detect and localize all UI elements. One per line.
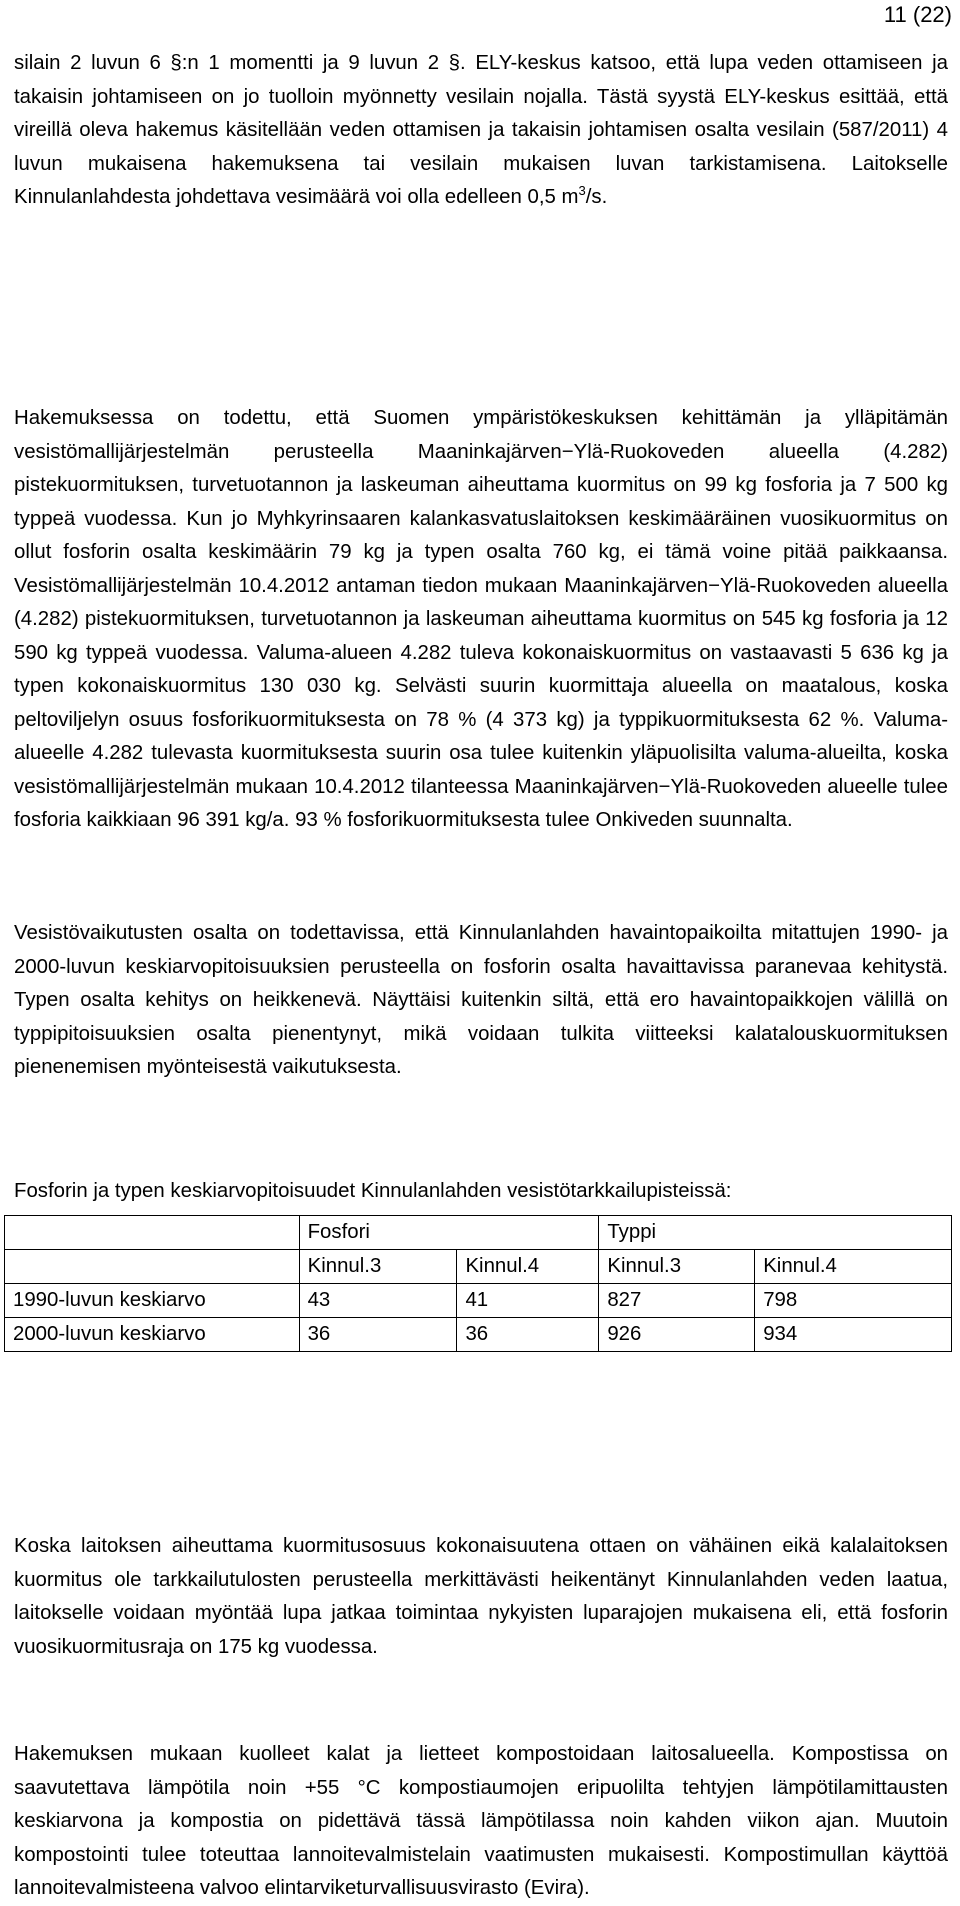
table-cell: 43 bbox=[299, 1284, 457, 1318]
paragraph-composting: Hakemuksen mukaan kuolleet kalat ja lietteet kompostoidaan laitosalueella. Kompostissa on saavutettava lämpötila noin +55 °C kompostiaumojen eripuolilta tehtyjen lämpötilamittausten keskiarvona ja kompostia on pidettävä tässä lämpötilassa noin kahden viikon ajan. Muutoin kompostointi tulee toteuttaa lannoitevalmistelain vaatimusten mukaisesti. Kompostimullan käyttöä lannoitevalmisteena valvoo elintarviketurvallisuusvirasto (Evira). bbox=[14, 1743, 948, 1899]
row-label: 2000-luvun keskiarvo bbox=[5, 1318, 300, 1352]
paragraph-text-tail: /s. bbox=[585, 186, 608, 208]
table-corner-cell bbox=[5, 1250, 300, 1284]
paragraph-water-quality-effects: Vesistövaikutusten osalta on todettavissa, että Kinnulanlahden havaintopaikoilta mitattujen 1990- ja 2000-luvun keskiarvopitoisuuksien perusteella on fosforin osalta havaittavissa paranevaa kehitystä. Typen osalta kehitys on heikkenevä. Näyttäisi kuitenkin siltä, että ero havaintopaikkojen välillä on typpipitoisuuksien osalta pienentynyt, mikä voidaan tulkita viitteeksi kalatalouskuormituksen pienenemisen myönteisestä vaikutuksesta. bbox=[14, 922, 948, 1078]
paragraph-permit-conclusion: Koska laitoksen aiheuttama kuormitusosuus kokonaisuutena ottaen on vähäinen eikä kalalaitoksen kuormitus ole tarkkailutulosten perusteella merkittävästi heikentänyt Kinnulanlahden veden laatua, laitokselle voidaan myöntää lupa jatkaa toimintaa nykyisten luparajojen mukaisena eli, että fosforin vuosikuormitusraja on 175 kg vuodessa. bbox=[14, 1535, 948, 1658]
subheader-cell: Kinnul.3 bbox=[299, 1250, 457, 1284]
table-cell: 36 bbox=[299, 1318, 457, 1352]
header-nitrogen: Typpi bbox=[599, 1216, 952, 1250]
paragraph-loading-assessment: Hakemuksessa on todettu, että Suomen ympäristökeskuksen kehittämän ja ylläpitämän vesistömallijärjestelmän perusteella Maaninkajärven−Ylä-Ruokoveden alueella (4.282) pistekuormituksen, turvetuotannon ja laskeuman aiheuttama kuormitus on 99 kg fosforia ja 7 500 kg typpeä vuodessa. Kun jo Myhkyrinsaaren kalankasvatuslaitoksen keskimääräinen vuosikuormitus on ollut fosforin osalta keskimäärin 79 kg ja typen osalta 760 kg, ei tämä voine pitää paikkaansa. Vesistömallijärjestelmän 10.4.2012 antaman tiedon mukaan Maaninkajärven−Ylä-Ruokoveden alueella (4.282) pistekuormituksen, turvetuotannon ja laskeuman aiheuttama kuormitus on 545 kg fosforia ja 12 590 kg typpeä vuodessa. Valuma-alueen 4.282 tuleva kokonaiskuormitus on vastaavasti 5 636 kg ja typen kokonaiskuormitus 130 030 kg. Selvästi suurin kuormittaja alueella on maatalous, koska peltoviljelyn osuus fosforikuormituksesta on 78 % (4 373 kg) ja typpikuormituksesta 62 %. Valuma-alueelle 4.282 tulevasta kuormituksesta suurin osa tulee kuitenkin yläpuolisilta valuma-alueilta, koska vesistömallijärjestelmän mukaan 10.4.2012 tilanteessa Maaninkajärven−Ylä-Ruokoveden alueelle tulee fosforia kaikkiaan 96 391 kg/a. 93 % fosforikuormituksesta tulee Onkiveden suunnalta. bbox=[14, 407, 948, 831]
table-cell: 827 bbox=[599, 1284, 755, 1318]
page-number: 11 (22) bbox=[883, 2, 952, 27]
table-subheader-row bbox=[5, 1250, 952, 1284]
subheader-cell: Kinnul.4 bbox=[755, 1250, 952, 1284]
subheader-cell: Kinnul.3 bbox=[599, 1250, 755, 1284]
paragraph-water-permit bbox=[14, 47, 948, 215]
table-cell: 41 bbox=[457, 1284, 599, 1318]
header-phosphorus: Fosfori bbox=[299, 1216, 599, 1250]
table-cell: 926 bbox=[599, 1318, 755, 1352]
table-header-row bbox=[5, 1216, 952, 1250]
paragraph-text: silain 2 luvun 6 §:n 1 momentti ja 9 luvun 2 §. ELY-keskus katsoo, että lupa veden ottamiseen ja takaisin johtamiseen on jo tuolloin myönnetty vesilain nojalla. Tästä syystä ELY-keskus esittää, että vireillä oleva hakemus käsitellään veden ottamisen ja takaisin johtamisen osalta vesilain (587/2011) 4 luvun mukaisena hakemuksena tai vesilain mukaisen luvan tarkistamisena. Laitokselle Kinnulanlahdesta johdettava vesimäärä voi olla edelleen 0,5 m bbox=[14, 52, 948, 208]
table-caption: Fosforin ja typen keskiarvopitoisuudet Kinnulanlahden vesistötarkkailupisteissä: bbox=[14, 1180, 732, 1202]
table-corner-cell bbox=[5, 1216, 300, 1250]
table-cell: 798 bbox=[755, 1284, 952, 1318]
table-row bbox=[5, 1284, 952, 1318]
table-row bbox=[5, 1318, 952, 1352]
subheader-cell: Kinnul.4 bbox=[457, 1250, 599, 1284]
concentration-table bbox=[4, 1215, 952, 1352]
table-cell: 36 bbox=[457, 1318, 599, 1352]
row-label: 1990-luvun keskiarvo bbox=[5, 1284, 300, 1318]
superscript-exponent: 3 bbox=[578, 183, 586, 198]
table-cell: 934 bbox=[755, 1318, 952, 1352]
